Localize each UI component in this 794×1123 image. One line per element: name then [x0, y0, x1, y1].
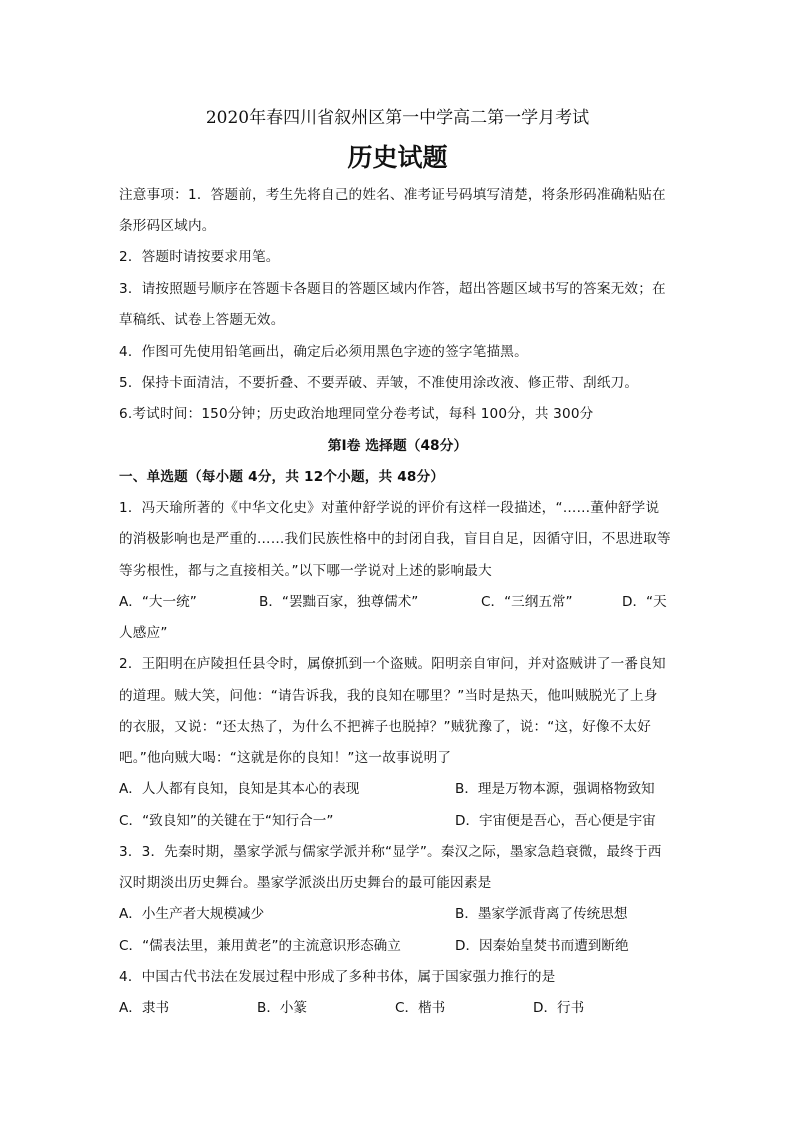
note-line-2: 2．答题时请按要求用笔。 [119, 249, 280, 265]
note-line-3b: 草稿纸、试卷上答题无效。 [119, 312, 285, 328]
q1-option-b: B．“罢黜百家，独尊儒术” [259, 594, 419, 610]
q2-option-c: C．“致良知”的关键在于“知行合一” [119, 813, 334, 829]
note-line-3: 3．请按照题号顺序在答题卡各题目的答题区域内作答，超出答题区域书写的答案无效；在 [119, 281, 666, 297]
q3-option-c: C．“儒表法里，兼用黄老”的主流意识形态确立 [119, 938, 401, 954]
q2-line-1: 2．王阳明在庐陵担任县令时，属僚抓到一个盗贼。阳明亲自审问，并对盗贼讲了一番良知 [119, 656, 666, 672]
q4-option-b: B．小篆 [257, 1000, 308, 1016]
note-line-1b: 条形码区域内。 [119, 218, 216, 234]
q3-line-1: 3．3．先秦时期，墨家学派与儒家学派并称“显学”。秦汉之际，墨家急趋衰微，最终于西 [119, 844, 662, 860]
q2-line-4: 吧。”他向贼大喝：“这就是你的良知！”这一故事说明了 [119, 750, 452, 766]
part-heading: 一、单选题（每小题 4分，共 12个小题，共 48分） [119, 469, 445, 485]
q2-option-d: D．宇宙便是吾心，吾心便是宇宙 [455, 813, 656, 829]
q1-line-3: 等劣根性，都与之直接相关。”以下哪一学说对上述的影响最大 [119, 563, 492, 579]
note-line-6: 6.考试时间：150分钟；历史政治地理同堂分卷考试，每科 100分，共 300分 [119, 406, 594, 422]
q2-line-2: 的道理。贼大笑，问他：“请告诉我，我的良知在哪里？”当时是热天，他叫贼脱光了上身 [119, 688, 658, 704]
note-line-4: 4．作图可先使用铅笔画出，确定后必须用黑色字迹的签字笔描黑。 [119, 344, 528, 360]
q3-option-d: D．因秦始皇焚书而遭到断绝 [455, 938, 629, 954]
q1-option-d-cont: 人感应” [119, 625, 168, 641]
q1-line-2: 的消极影响也是严重的……我们民族性格中的封闭自我，盲目自足，因循守旧，不思进取等 [119, 531, 671, 547]
q1-line-1: 1．冯天瑜所著的《中华文化史》对董仲舒学说的评价有这样一段描述，“……董仲舒学说 [119, 500, 660, 516]
q4-option-d: D．行书 [533, 1000, 585, 1016]
q4-option-c: C．楷书 [395, 1000, 446, 1016]
exam-title: 2020年春四川省叙州区第一中学高二第一学月考试 [205, 108, 590, 128]
q1-option-c: C．“三纲五常” [481, 594, 573, 610]
subject-title: 历史试题 [347, 143, 448, 172]
q4-line-1: 4．中国古代书法在发展过程中形成了多种书体，属于国家强力推行的是 [119, 969, 556, 985]
q3-option-b: B．墨家学派背离了传统思想 [455, 906, 628, 922]
q1-option-a: A．“大一统” [119, 594, 197, 610]
note-line-5: 5．保持卡面清洁，不要折叠、不要弄破、弄皱，不准使用涂改液、修正带、刮纸刀。 [119, 375, 639, 391]
q2-option-a: A．人人都有良知，良知是其本心的表现 [119, 781, 360, 797]
q2-option-b: B．理是万物本源，强调格物致知 [455, 781, 655, 797]
note-line-1: 注意事项：1．答题前，考生先将自己的姓名、准考证号码填写清楚，将条形码准确粘贴在 [119, 187, 666, 203]
q3-line-2: 汉时期淡出历史舞台。墨家学派淡出历史舞台的最可能因素是 [119, 875, 492, 891]
q4-option-a: A．隶书 [119, 1000, 170, 1016]
volume-heading: 第Ⅰ卷 选择题（48分） [327, 438, 468, 454]
q3-option-a: A．小生产者大规模减少 [119, 906, 265, 922]
q1-option-d: D．“天 [622, 594, 667, 610]
q2-line-3: 的衣服，又说：“还太热了，为什么不把裤子也脱掉？”贼犹豫了，说：“这，好像不太好 [119, 719, 652, 735]
